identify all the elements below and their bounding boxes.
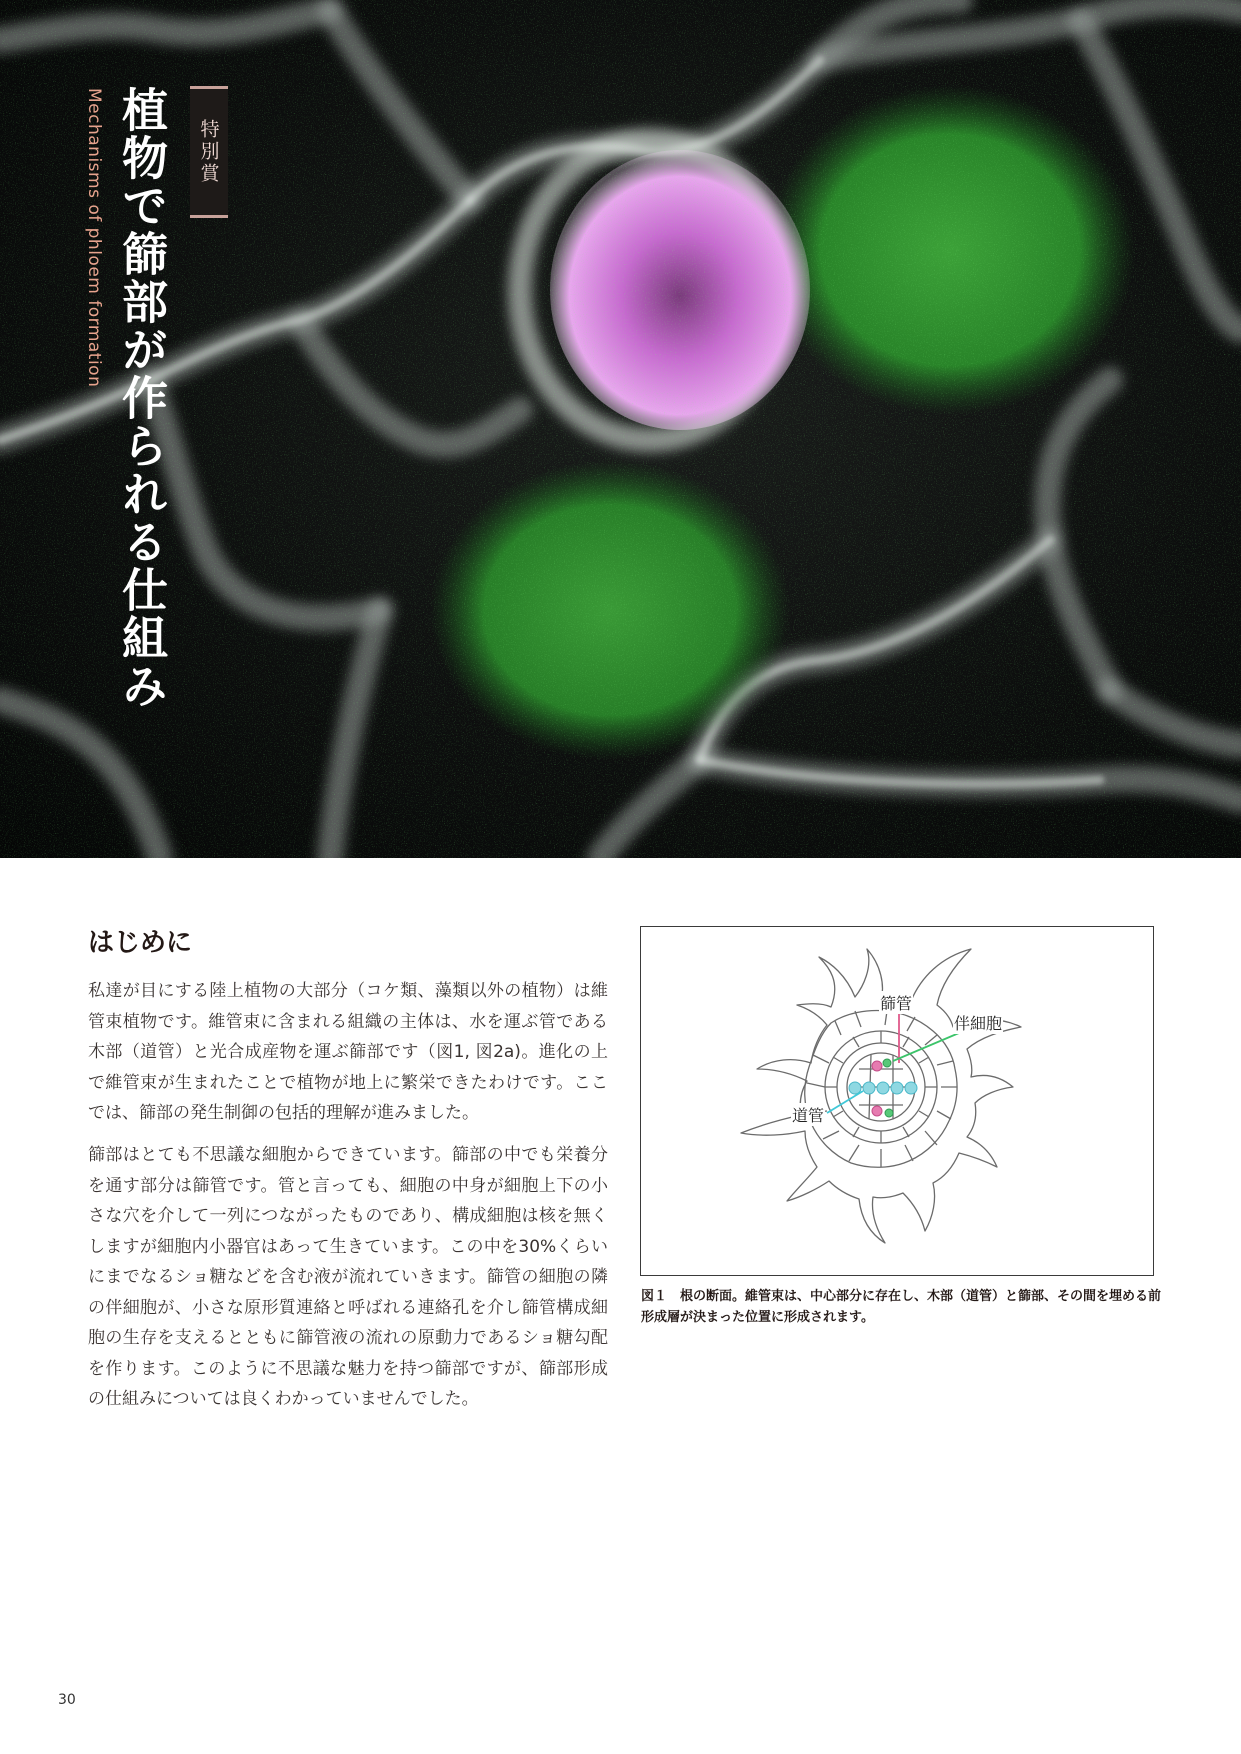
paragraph-phloem: 篩部はとても不思議な細胞からできています。篩部の中でも栄養分を通す部分は篩管です。管と言っても、細胞の中身が細胞上下の小さな穴を介して一列につながったものであり、構成細胞は核を無くしますが細胞内小器官はあって生きています。この中を30%くらいにまでなるショ糖などを含む液が流れていきます。篩管の細胞の隣の伴細胞が、小さな原形質連絡と呼ばれる連絡孔を介し篩管構成細胞の生存を支えるとともに篩管液の流れの原動力であるショ糖勾配を作ります。このように不思議な魅力を持つ篩部ですが、篩部形成の仕組みについては良くわかっていませんでした。 [88, 1145, 608, 1409]
page-title: 植物で篩部が作られる仕組み [115, 86, 169, 710]
root-cross-section-diagram [641, 927, 1153, 1275]
hero-microscopy-image [0, 0, 1241, 858]
cell-fluorescence-image [0, 0, 1241, 858]
companion-leader-line [893, 1033, 959, 1061]
label-xylem: 道管 [791, 1103, 825, 1126]
award-badge [190, 86, 228, 218]
figure-root-cross-section [640, 926, 1154, 1276]
paragraph-intro: 私達が目にする陸上植物の大部分（コケ類、藻類以外の植物）は維管束植物です。維管束に含まれる組織の主体は、水を運ぶ管である木部（道管）と光合成産物を運ぶ篩部です（図1, 図2a)。進化の上で維管束が生まれたことで植物が地上に繁栄できたわけです。ここでは、篩部の発生制御の包括的理解が進みました。 [88, 981, 608, 1123]
page-subtitle: Mechanisms of phloem formation [84, 88, 104, 388]
section-heading: はじめに [88, 928, 193, 958]
label-phloem: 篩管 [879, 991, 913, 1014]
award-label: 特別賞 [197, 119, 220, 185]
figure-caption: 図１ 根の断面。維管束は、中心部分に存在し、木部（道管）と篩部、その間を埋める前形成層が決まった位置に形成されます。 [641, 1289, 1162, 1325]
xylem-leader-line [827, 1091, 863, 1113]
page-number: 30 [58, 1692, 76, 1708]
label-companion-cell: 伴細胞 [953, 1011, 1003, 1034]
